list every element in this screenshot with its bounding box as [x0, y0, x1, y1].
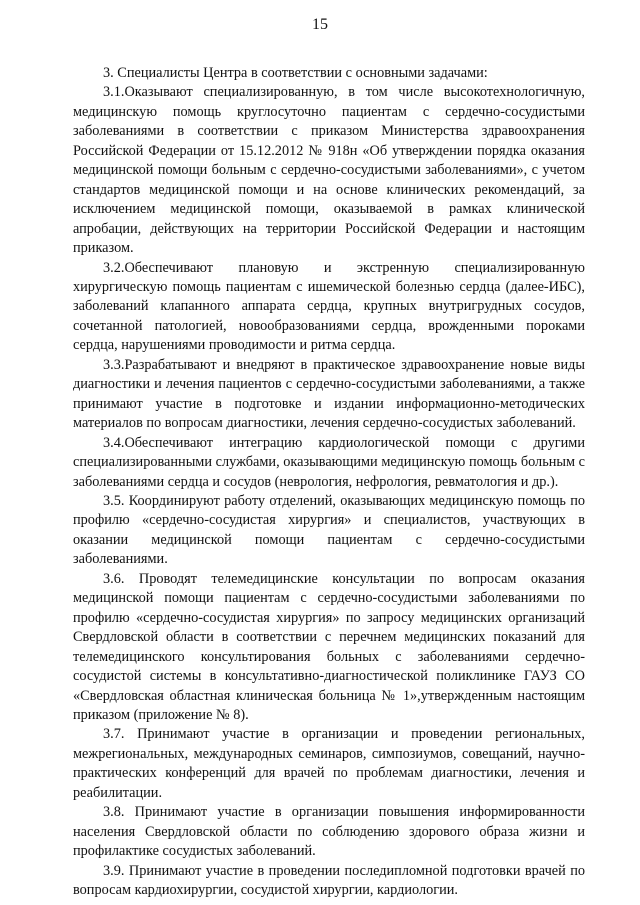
paragraph-3-2: 3.2.Обеспечивают плановую и экстренную специализированную хирургическую помощь пациентам с ишемической болезнью сердца (далее-ИБС), заболеваний клапанного аппарата сердца, крупных внутригрудных сосудов, сочетанной патологией, новообразованиями сердца, врожденными пороками сердца, нарушениями проводимости и ритма сердца. [73, 259, 585, 354]
paragraph-3-7: 3.7. Принимают участие в организации и проведении региональных, межрегиональных, международных семинаров, симпозиумов, совещаний, научно-практических конференций для врачей по проблемам диагностики, лечения и реабилитации. [73, 726, 585, 801]
page-number: 15 [312, 16, 328, 33]
paragraph-3-8: 3.8. Принимают участие в организации повышения информированности населения Свердловской области по соблюдению здорового образа жизни и профилактике сосудистых заболеваний. [73, 804, 585, 860]
document-body [73, 64, 585, 900]
paragraph-3-4: 3.4.Обеспечивают интеграцию кардиологической помощи с другими специализированными службами, оказывающими медицинскую помощь больным с заболеваниями сердца и сосудов (неврология, нефрология, ревматология и др.). [73, 434, 585, 490]
paragraph-3-3: 3.3.Разрабатывают и внедряют в практическое здравоохранение новые виды диагностики и лечения пациентов с сердечно-сосудистыми заболеваниями, а также принимают участие в подготовке и издании информационно-методических материалов по вопросам диагностики, лечения сердечно-сосудистых заболеваний. [73, 356, 585, 432]
paragraph-3-6: 3.6. Проводят телемедицинские консультации по вопросам оказания медицинской помощи пациентам с сердечно-сосудистыми заболеваниями по профилю «сердечно-сосудистая хирургия» по запросу медицинских организаций Свердловской области в соответствии с перечнем медицинских показаний для телемедицинского консультирования больных с заболеваниями сердечно-сосудистой системы в консультативно-диагностической поликлинике ГАУЗ СО «Свердловская областная клиническая больница № 1»,утвержденным настоящим приказом (приложение № 8). [73, 570, 585, 723]
paragraph-3-5: 3.5. Координируют работу отделений, оказывающих медицинскую помощь по профилю «сердечно-сосудистая хирургия» и специалистов, участвующих в оказании медицинской помощи пациентам с сердечно-сосудистыми заболеваниями. [73, 492, 585, 568]
paragraph-3-1: 3.1.Оказывают специализированную, в том числе высокотехнологичную, медицинскую помощь круглосуточно пациентам с сердечно-сосудистыми заболеваниями в соответствии с приказом Министерства здравоохранения Российской Федерации от 15.12.2012 № 918н «Об утверждении порядка оказания медицинской помощи больным с сердечно-сосудистыми заболеваниями», с учетом стандартов медицинской помощи и на основе клинических рекомендаций, за исключением медицинской помощи, оказываемой в рамках клинической апробации, действующих на территории Российской Федерации и настоящим приказом. [73, 84, 585, 257]
section-heading: 3. Специалисты Центра в соответствии с основными задачами: [103, 65, 488, 81]
paragraph-3-9: 3.9. Принимают участие в проведении последипломной подготовки врачей по вопросам кардиохирургии, сосудистой хирургии, кардиологии. [73, 862, 585, 899]
